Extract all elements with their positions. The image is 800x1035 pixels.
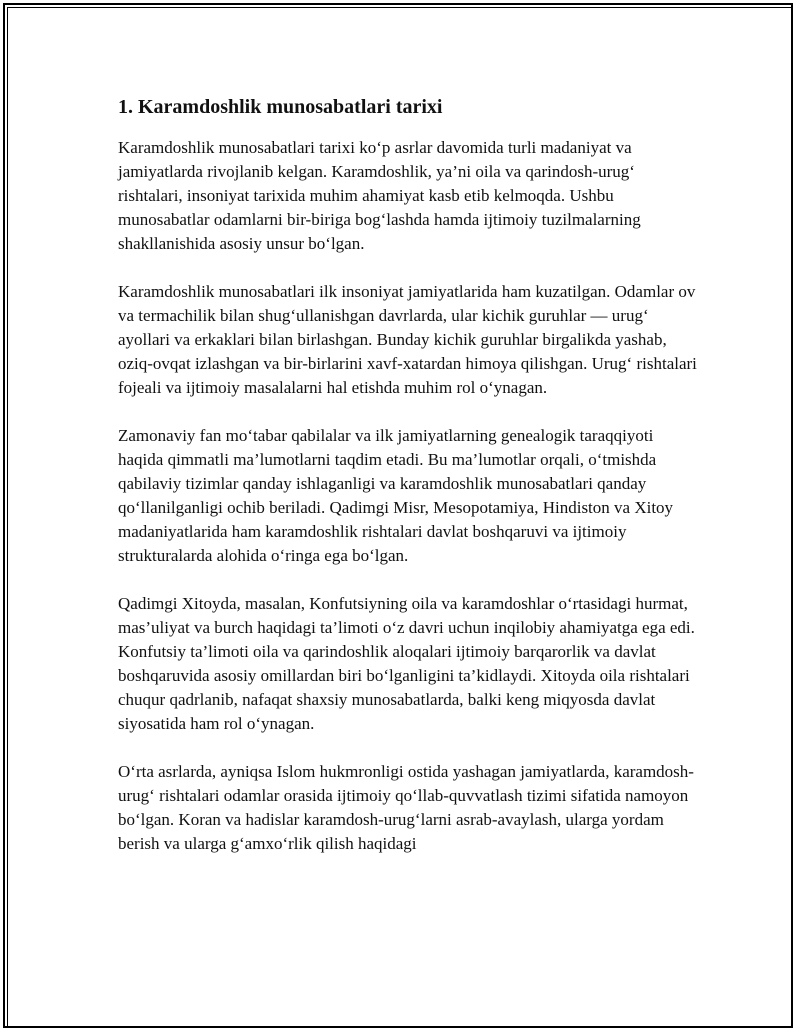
section-heading: 1. Karamdoshlik munosabatlari tarixi xyxy=(118,96,443,118)
paragraph-3: Zamonaviy fan mo‘tabar qabilalar va ilk jamiyatlarning genealogik taraqqiyoti haqida qimmatli ma’lumotlarni taqdim etadi. Bu ma’lumotlar orqali, o‘tmishda qabilaviy tizimlar qanday ishlaganligi va karamdoshlik munosabatlari qanday qo‘llanilganligi ochib beriladi. Qadimgi Misr, Mesopotamiya, Hindiston va Xitoy madaniyatlarida ham karamdoshlik rishtalari davlat boshqaruvi va ijtimoiy strukturalarda alohida o‘ringa ega bo‘lgan. xyxy=(118,426,674,565)
paragraph-2: Karamdoshlik munosabatlari ilk insoniyat jamiyatlarida ham kuzatilgan. Odamlar ov va termachilik bilan shug‘ullanishgan davrlarda, ular kichik guruhlar — urug‘ ayollari va erkaklari bilan birlashgan. Bunday kichik guruhlar birgalikda yashab, oziq-ovqat izlashgan va bir-birlarini xavf-xatardan himoya qilishgan. Urug‘ rishtalari fojeali va ijtimoiy masalalarni hal etishda muhim rol o‘ynagan. xyxy=(118,282,697,397)
paragraph-1: Karamdoshlik munosabatlari tarixi ko‘p asrlar davomida turli madaniyat va jamiyatlarda rivojlanib kelgan. Karamdoshlik, ya’ni oila va qarindosh-urug‘ rishtalari, insoniyat tarixida muhim ahamiyat kasb etib kelmoqda. Ushbu munosabatlar odamlarni bir-biriga bog‘lashda hamda ijtimoiy tuzilmalarning shakllanishida asosiy unsur bo‘lgan. xyxy=(118,138,641,253)
paragraph-5: O‘rta asrlarda, ayniqsa Islom hukmronligi ostida yashagan jamiyatlarda, karamdosh-urug‘ rishtalari odamlar orasida ijtimoiy qo‘llab-quvvatlash tizimi sifatida namoyon bo‘lgan. Koran va hadislar karamdosh-urug‘larni asrab-avaylash, ularga yordam berish va ularga g‘amxo‘rlik qilish haqidagi xyxy=(118,762,694,853)
document-body xyxy=(118,94,698,880)
paragraph-4: Qadimgi Xitoyda, masalan, Konfutsiyning oila va karamdoshlar o‘rtasidagi hurmat, mas’uliyat va burch haqidagi ta’limoti o‘z davri uchun inqilobiy ahamiyatga ega edi. Konfutsiy ta’limoti oila va qarindoshlik aloqalari ijtimoiy barqarorlik va davlat boshqaruvida asosiy omillardan biri bo‘lganligini ta’kidlaydi. Xitoyda oila rishtalari chuqur qadrlanib, nafaqat shaxsiy munosabatlarda, balki keng miqyosda davlat siyosatida ham rol o‘ynagan. xyxy=(118,594,695,733)
